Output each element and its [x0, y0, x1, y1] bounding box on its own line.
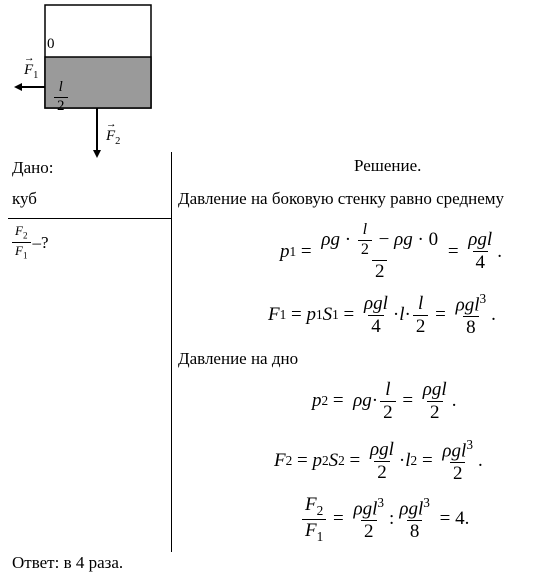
half-depth-label — [52, 80, 70, 115]
given-heading: Дано: — [12, 158, 54, 177]
half-label-num: l — [58, 79, 63, 95]
bottom-pressure-statement: Давление на дно — [178, 349, 299, 368]
find-num: $F_2$ — [15, 223, 28, 241]
f1-sub: 1 — [33, 70, 39, 81]
f2-sub: 2 — [115, 136, 121, 147]
answer: Ответ: в 4 раза. — [12, 553, 124, 572]
f1-vector: → F — [24, 62, 33, 79]
side-wall-statement: Давление на боковую стенку равно среднему — [178, 189, 505, 208]
zero-label: 0 — [47, 36, 55, 52]
f2-vector: → F — [106, 128, 115, 145]
half-label-den: 2 — [54, 97, 68, 115]
formula-p1: p 1 = ρg · $\frac{l}{2}$ − ρg · 0 2 = $\frac{\text{ρgl}}{4}$ . — [280, 221, 502, 282]
f2-label — [106, 128, 120, 147]
f1-arrowhead — [14, 83, 22, 91]
find-suffix: –? — [32, 232, 49, 252]
solution-heading: Решение. — [354, 156, 422, 175]
f1-label — [24, 62, 38, 81]
given-item: куб — [12, 189, 37, 208]
f2-arrowhead — [93, 150, 101, 158]
formula-p2: p 2 = ρg · $\frac{l}{2}$ = $\frac{\text{ρgl}}{2}$ . — [312, 379, 457, 423]
formula-f2: F 2 = p 2 S 2 = $\frac{\text{ρgl}}{2}$ · l 2 = $\frac{\rho gl^3}{2}$ . — [274, 437, 483, 485]
cube-figure — [0, 0, 200, 165]
find-expression — [10, 223, 49, 261]
formula-f1: F 1 = p 1 S 1 = $\frac{\text{ρgl}}{4}$ · l · $\frac{l}{2}$ = $\frac{\rho gl^3}{8}$ . — [268, 291, 496, 339]
find-den: $F_1$ — [12, 242, 31, 261]
vertical-divider — [171, 152, 172, 552]
given-underline — [8, 218, 172, 219]
formula-ratio: $\frac{F_2}{F_1}$ = $\frac{\rho gl^3}{2}$ : $\frac{\rho gl^3}{8}$ = 4. — [300, 494, 469, 544]
